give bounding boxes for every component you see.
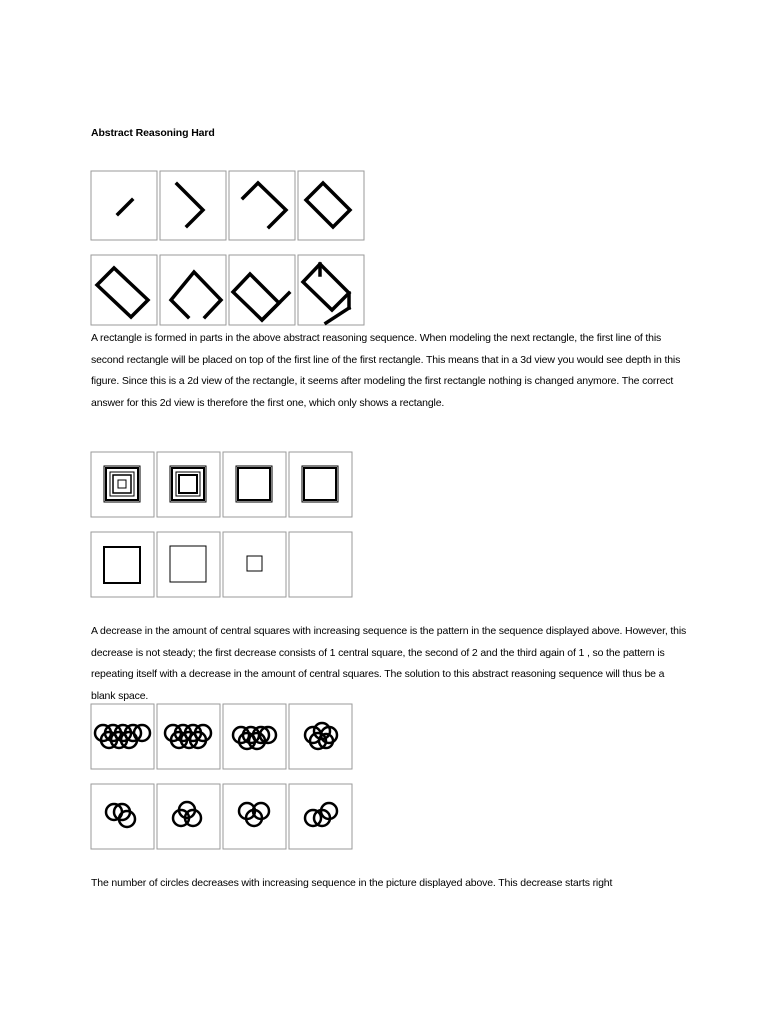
circle-cell-5 xyxy=(91,784,154,849)
rectangle-sequence-svg xyxy=(90,170,370,328)
square-cell-8 xyxy=(289,532,352,597)
rect-cell-4 xyxy=(298,171,364,240)
rect-cell-7 xyxy=(229,255,295,325)
circle-cell-7 xyxy=(223,784,286,849)
rect-cell-6 xyxy=(160,255,226,325)
circle-cell-6 xyxy=(157,784,220,849)
circle-cell-8 xyxy=(289,784,352,849)
circle-cell-3 xyxy=(223,704,286,769)
square-cell-5 xyxy=(91,532,154,597)
square-sequence-svg xyxy=(90,451,354,599)
square-cell-3 xyxy=(223,452,286,517)
circle-cell-4 xyxy=(289,704,352,769)
rect-cell-2 xyxy=(160,171,226,240)
square-cell-2 xyxy=(157,452,220,517)
paragraph-circle-explanation: The number of circles decreases with increasing sequence in the picture displayed above. This decrease starts right xyxy=(91,877,613,889)
square-sequence-figure xyxy=(90,451,354,599)
paragraph-rectangle-explanation: A rectangle is formed in parts in the above abstract reasoning sequence. When modeling the next rectangle, the first line of this second rectangle will be placed on top of the first line of the first rectangle. This means that in a 3d view you would see depth in this figure. Since this is a 2d view of the rectangle, it seems after modeling the first rectangle nothing is changed anymore. The correct answer for this 2d view is therefore the first one, which only shows a rectangle. xyxy=(91,332,681,409)
rect-cell-5 xyxy=(91,255,157,325)
paragraph-square-explanation: A decrease in the amount of central squares with increasing sequence is the pattern in the sequence displayed above. However, this decrease is not steady; the first decrease consists of 1 central square, the second of 2 and the third again of 1 , so the pattern is repeating itself with a decrease in the amount of central squares. The solution to this abstract reasoning sequence will thus be a blank space. xyxy=(91,625,687,702)
square-cell-7 xyxy=(223,532,286,597)
circle-sequence-svg xyxy=(90,703,354,851)
circle-cell-1 xyxy=(91,704,154,769)
rect-cell-3 xyxy=(229,171,295,240)
circle-cell-2 xyxy=(157,704,220,769)
circle-sequence-figure xyxy=(90,703,354,851)
rect-cell-1 xyxy=(91,171,157,240)
rectangle-sequence-figure xyxy=(90,170,370,328)
square-cell-6 xyxy=(157,532,220,597)
square-cell-1 xyxy=(91,452,154,517)
document-title: Abstract Reasoning Hard xyxy=(91,127,215,139)
square-cell-4 xyxy=(289,452,352,517)
rect-cell-8 xyxy=(298,255,364,325)
